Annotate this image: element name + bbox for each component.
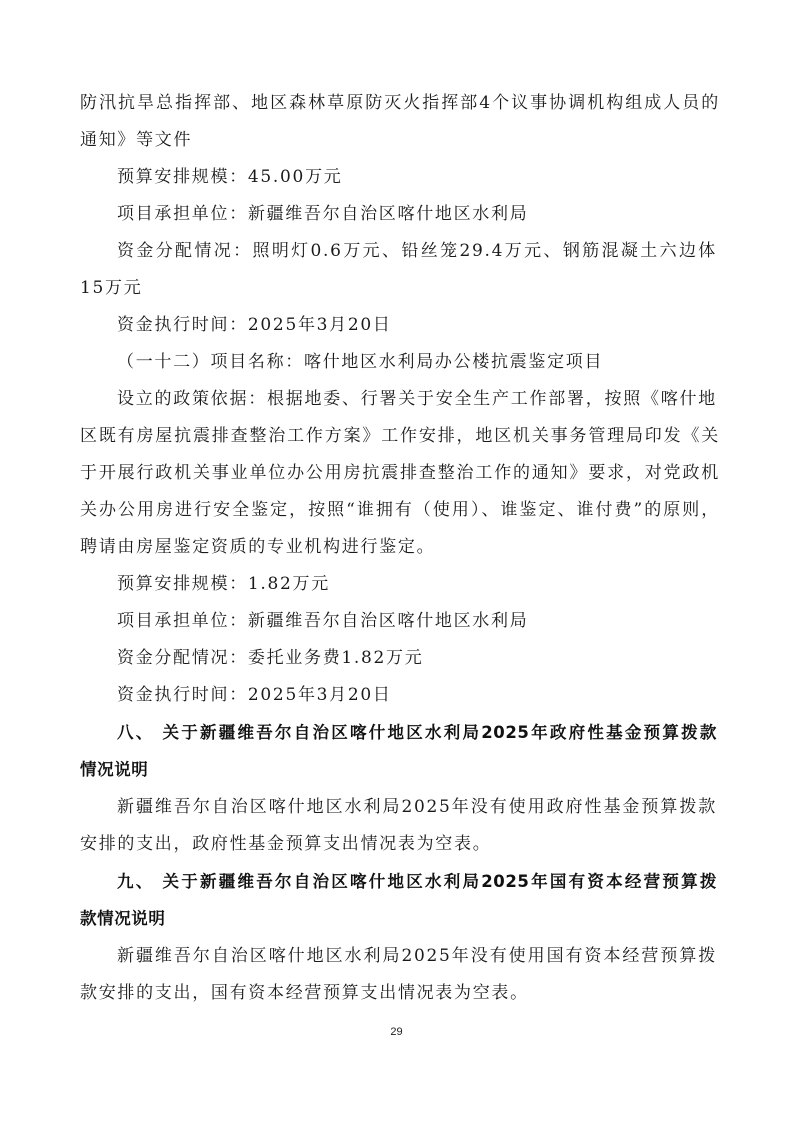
section-heading: 款情况说明 (80, 909, 166, 928)
page-number: 29 (390, 1026, 403, 1038)
execution-time-line: 资金执行时间：2025年3月20日 (117, 315, 392, 335)
project-name-line: （一十二）项目名称：喀什地区水利局办公楼抗震鉴定项目 (117, 352, 604, 372)
undertaking-unit-line: 项目承担单位：新疆维吾尔自治区喀什地区水利局 (117, 611, 529, 631)
body-text-line: 防汛抗旱总指挥部、地区森林草原防灭火指挥部4个议事协调机构组成人员的 (80, 93, 720, 113)
fund-allocation-line: 资金分配情况：委托业务费1.82万元 (117, 648, 424, 668)
undertaking-unit-line: 项目承担单位：新疆维吾尔自治区喀什地区水利局 (117, 204, 529, 224)
body-text-line: 通知》等文件 (80, 130, 193, 150)
section-heading: 九、 关于新疆维吾尔自治区喀什地区水利局2025年国有资本经营预算拨 (117, 872, 717, 891)
body-text-line: 新疆维吾尔自治区喀什地区水利局2025年没有使用国有资本经营预算拨 (117, 946, 717, 966)
body-text-line: 款安排的支出，国有资本经营预算支出情况表为空表。 (80, 983, 529, 1003)
body-text-line: 15万元 (80, 278, 143, 298)
budget-scale-line: 预算安排规模：45.00万元 (117, 167, 343, 187)
body-text-line: 于开展行政机关事业单位办公用房抗震排查整治工作的通知》要求，对党政机 (80, 463, 720, 483)
section-heading: 情况说明 (80, 760, 149, 779)
policy-basis-line: 设立的政策依据：根据地委、行署关于安全生产工作部署，按照《喀什地 (117, 389, 717, 409)
body-text-line: 聘请由房屋鉴定资质的专业机构进行鉴定。 (80, 537, 436, 557)
budget-scale-line: 预算安排规模：1.82万元 (117, 574, 330, 594)
body-text-line: 区既有房屋抗震排查整治工作方案》工作安排，地区机关事务管理局印发《关 (80, 426, 720, 446)
section-heading: 八、 关于新疆维吾尔自治区喀什地区水利局2025年政府性基金预算拨款 (117, 723, 717, 742)
body-text-line: 安排的支出，政府性基金预算支出情况表为空表。 (80, 834, 492, 854)
body-text-line: 关办公用房进行安全鉴定，按照“谁拥有（使用）、谁鉴定、谁付费”的原则， (80, 500, 720, 520)
fund-allocation-line: 资金分配情况：照明灯0.6万元、铅丝笼29.4万元、钢筋混凝土六边体 (117, 241, 717, 261)
execution-time-line: 资金执行时间：2025年3月20日 (117, 685, 392, 705)
body-text-line: 新疆维吾尔自治区喀什地区水利局2025年没有使用政府性基金预算拨款 (117, 797, 717, 817)
